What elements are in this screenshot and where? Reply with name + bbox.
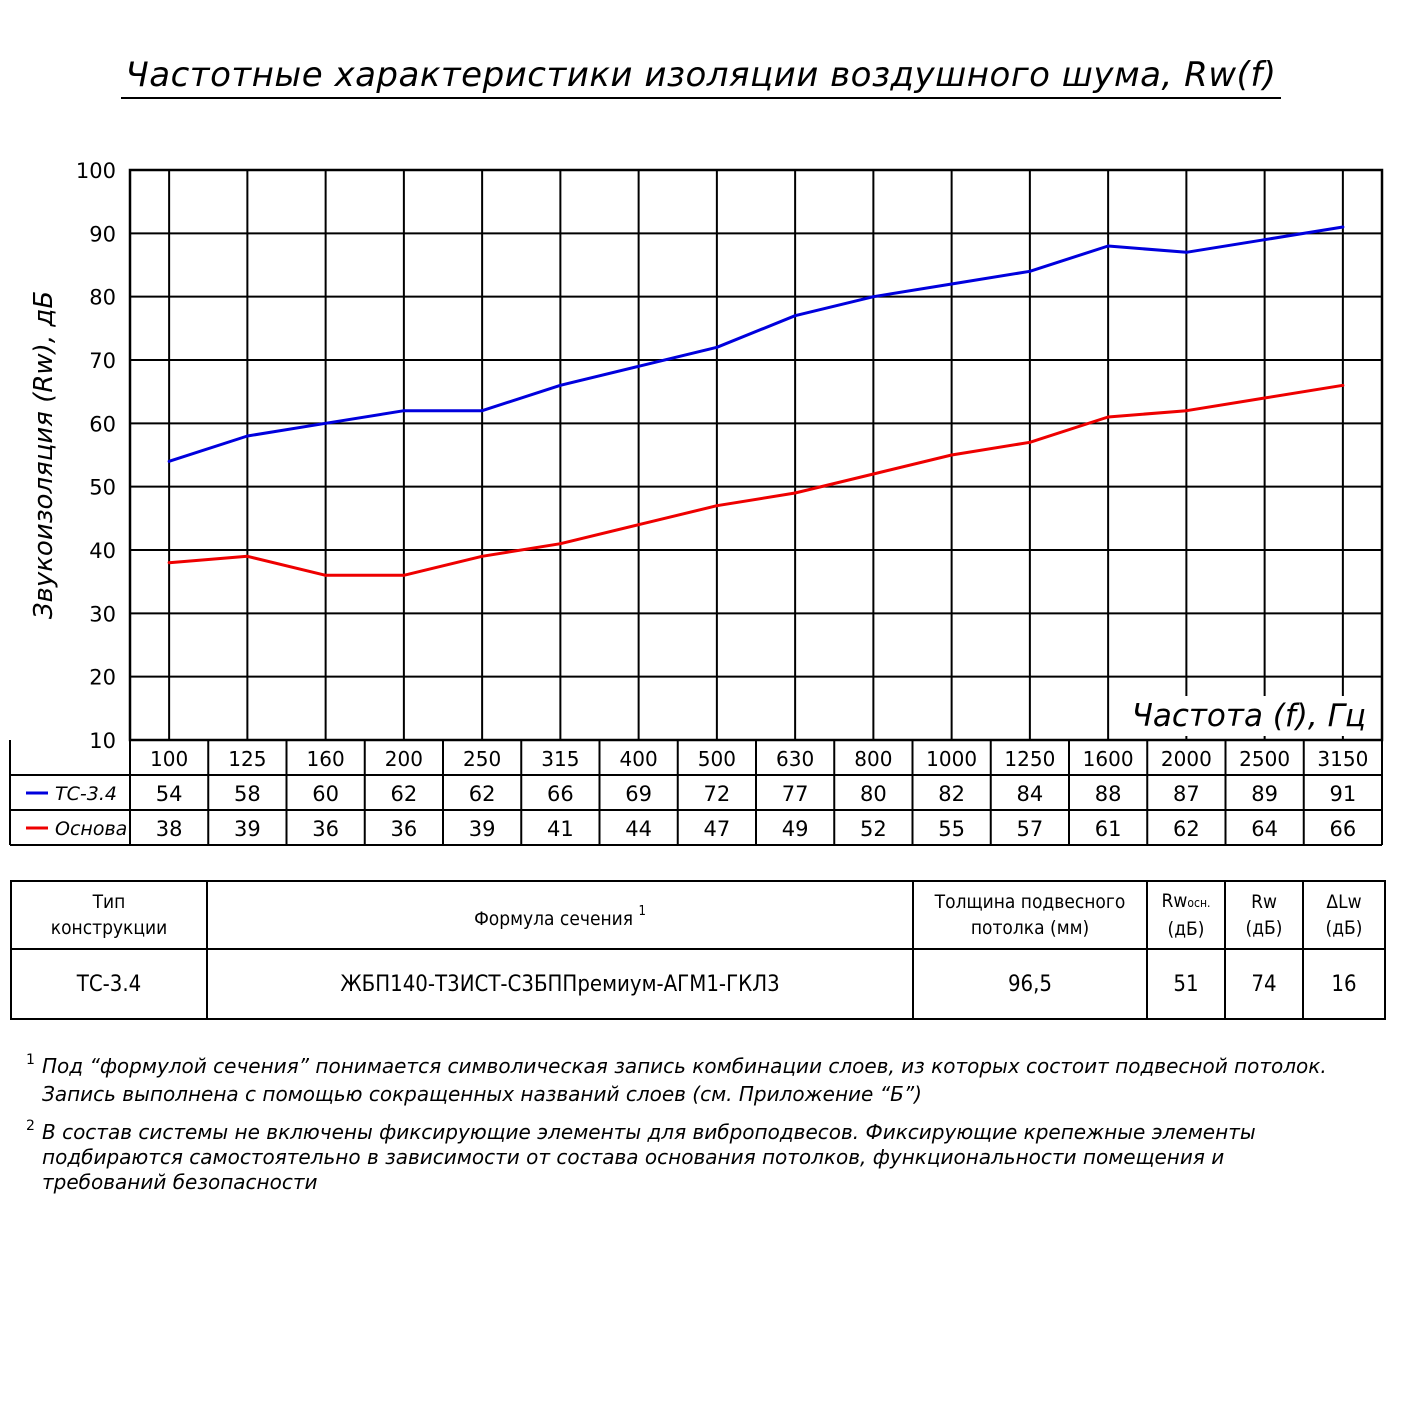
data-label: 58 [234,782,261,806]
data-point [1263,238,1266,241]
data-point [559,384,562,387]
y-tick-label: 30 [89,602,116,627]
data-label: 39 [468,817,496,841]
footnote-line: требований безопасности [42,1170,318,1194]
x-tick-label: 630 [776,747,815,771]
data-label: 47 [703,817,731,841]
y-axis-label: Звукоизоляция (Rw), дБ [29,290,59,620]
x-tick-label: 315 [541,747,580,771]
data-point [324,574,327,577]
footnote-line: В состав системы не включены фиксирующие элементы для виброподвесов. Фиксирующие крепежные элементы [42,1120,1256,1144]
data-point [950,454,953,457]
data-point [1341,384,1344,387]
data-label: 49 [781,817,809,841]
x-tick-label: 800 [854,747,893,771]
y-tick-label: 100 [75,159,116,183]
header-type: Тип конструкции [11,881,207,949]
cell-rw-base: 51 [1147,949,1225,1019]
data-point [1107,245,1110,248]
data-point [402,574,405,577]
data-label: 36 [390,817,418,841]
data-point [1028,270,1031,273]
data-point [872,473,875,476]
footnote-1 [26,1052,1366,1108]
data-point [1185,251,1188,254]
plot-frame [130,170,1382,740]
data-point [1185,409,1188,412]
footnote-line: Под “формулой сечения” понимается символическая запись комбинации слоев, из которых состоит подвесной потолок. [42,1054,1327,1078]
data-point [637,365,640,368]
x-tick-label: 200 [384,747,423,771]
data-label: 38 [155,817,183,841]
footnote-number: 2 [26,1118,35,1134]
data-label: 64 [1251,817,1278,841]
data-label: 77 [781,782,809,806]
data-label: 52 [860,817,887,841]
footnote-line: подбираются самостоятельно в зависимости от состава основания потолков, функциональности помещения и [42,1145,1225,1169]
x-tick-label: 125 [228,747,267,771]
data-point [246,555,249,558]
x-tick-label: 160 [306,747,345,771]
legend-label: ТС-3.4 [55,783,117,805]
data-label: 69 [625,782,652,806]
spec-header-row [11,881,1385,949]
y-tick-label: 40 [89,539,116,563]
chart-title: Частотные характеристики изоляции воздушного шума, Rw(f) [0,55,1402,95]
data-label: 60 [312,782,339,806]
x-tick-label: 2000 [1160,747,1212,771]
y-tick-label: 50 [89,475,116,500]
y-tick-label: 20 [89,665,116,690]
data-point [481,409,484,412]
data-label: 72 [703,782,731,806]
data-label: 91 [1329,782,1357,806]
x-tick-label: 1000 [926,747,978,771]
y-tick-label: 10 [89,729,116,753]
data-label: 39 [234,817,261,841]
y-tick-label: 80 [89,285,116,310]
data-label: 41 [547,817,574,841]
data-point [168,460,171,463]
data-label: 66 [1329,817,1357,841]
data-point [246,435,249,438]
footnote-line: Запись выполнена с помощью сокращенных названий слоев (см. Приложение “Б”) [42,1082,922,1106]
data-label: 54 [155,782,183,806]
series-line [169,385,1343,575]
y-tick-label: 70 [89,349,116,373]
data-point [637,523,640,526]
data-point [481,555,484,558]
data-label: 61 [1094,817,1122,841]
x-axis-label: Частота (f), Гц [1131,698,1366,734]
footnote-number: 1 [26,1052,35,1068]
legend-label: Основа [55,818,128,840]
data-point [950,283,953,286]
data-label: 82 [938,782,965,806]
x-tick-label: 1250 [1004,747,1056,771]
data-label: 57 [1016,817,1044,841]
data-label: 62 [468,782,496,806]
data-label: 84 [1016,782,1044,806]
cell-type: ТС-3.4 [11,949,207,1019]
y-tick-label: 90 [89,222,116,247]
data-label: 80 [860,782,887,806]
data-point [794,314,797,317]
data-label: 62 [390,782,418,806]
x-tick-label: 100 [150,747,189,771]
header-rw: Rw (дБ) [1225,881,1303,949]
data-point [1341,226,1344,229]
data-label: 88 [1094,782,1122,806]
data-label: 36 [312,817,339,841]
x-tick-label: 500 [697,747,736,771]
data-point [1028,441,1031,444]
data-point [1263,397,1266,400]
y-tick-label: 60 [89,412,116,437]
header-delta-lw: ΔLw (дБ) [1303,881,1385,949]
data-point [168,561,171,564]
header-thickness: Толщина подвесного потолка (мм) [913,881,1147,949]
data-label: 87 [1173,782,1200,806]
x-tick-label: 250 [463,747,502,771]
data-point [794,492,797,495]
series-line [169,227,1343,461]
cell-delta-lw: 16 [1303,949,1385,1019]
data-point [1107,416,1110,419]
data-label: 89 [1251,782,1278,806]
data-point [872,295,875,298]
spec-table [10,880,1386,1020]
data-point [715,504,718,507]
x-tick-label: 2500 [1239,747,1291,771]
x-tick-label: 1600 [1082,747,1134,771]
footnote-2 [26,1120,1366,1195]
cell-formula: ЖБП140-Т3ИСТ-С3БППремиум-АГМ1-ГКЛ3 [207,949,913,1019]
cell-thickness: 96,5 [913,949,1147,1019]
data-point [715,346,718,349]
data-label: 55 [938,817,965,841]
data-label: 44 [625,817,652,841]
data-label: 66 [547,782,574,806]
cell-rw: 74 [1225,949,1303,1019]
x-tick-label: 3150 [1317,747,1369,771]
x-tick-label: 400 [619,747,658,771]
data-label: 62 [1173,817,1200,841]
footnotes [26,1052,1366,1207]
data-point [402,409,405,412]
data-point [324,422,327,425]
header-rw-base: Rwосн. (дБ) [1147,881,1225,949]
data-point [559,542,562,545]
spec-data-row [11,949,1385,1019]
header-formula: Формула сечения $^1$ [207,881,913,949]
